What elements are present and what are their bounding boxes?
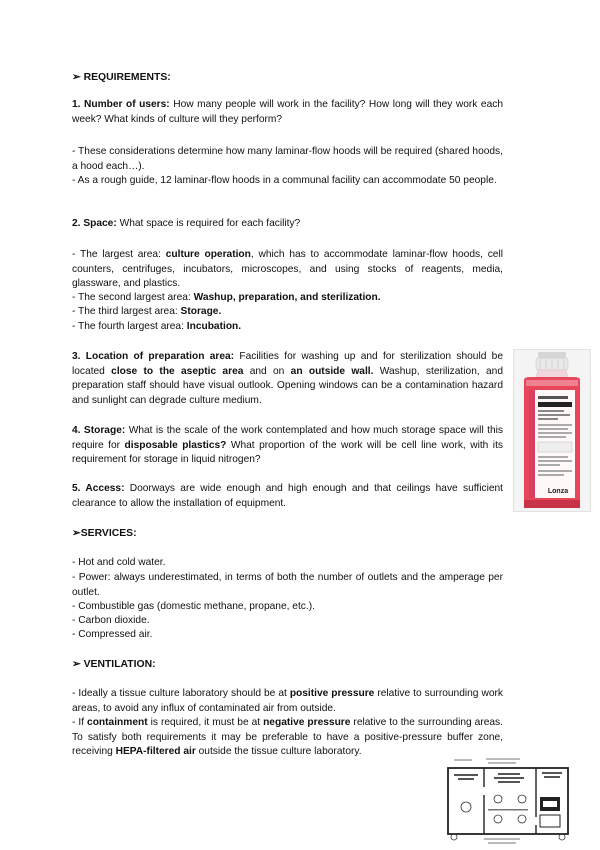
bullet-prefix: - Ideally a tissue culture laboratory should be at xyxy=(72,688,290,699)
bullet-text: relative to the surrounding areas. To satisfy both requirements it may be preferable to have a positive-pressure buffer zone, receiving xyxy=(72,717,503,757)
bottle-label-stripe xyxy=(529,390,535,498)
bullet-emphasis: Storage. xyxy=(180,306,222,317)
requirement-2-text: What space is required for each facility? xyxy=(116,218,301,229)
bullet-prefix: - If xyxy=(72,717,88,728)
section-heading-requirements: ➢ REQUIREMENTS: xyxy=(72,72,171,83)
requirement-3-text-2: and on xyxy=(243,365,291,377)
requirement-3-text: Facilities for washing up and for sterilization should be located xyxy=(72,351,503,377)
requirement-2-bullet-4 xyxy=(72,320,503,335)
requirement-4-text-2: What proportion of the work will be cell line work, with its requirement for storage in liquid nitrogen? xyxy=(72,439,503,465)
requirement-5-paragraph xyxy=(72,482,503,511)
requirement-4-emphasis: disposable plastics? xyxy=(124,439,227,451)
requirement-2-bullet-2 xyxy=(72,291,503,306)
bullet-emphasis: negative pressure xyxy=(263,717,351,728)
bullet-emphasis: HEPA-filtered air xyxy=(115,746,196,757)
requirement-2-paragraph xyxy=(72,217,503,232)
bullet-text: is required, it must be at xyxy=(147,717,264,728)
section-heading-ventilation: ➢ VENTILATION: xyxy=(72,659,156,670)
service-item: - Combustible gas (domestic methane, propane, etc.). xyxy=(72,601,315,612)
bullet-prefix: - The largest area: xyxy=(72,249,166,260)
bullet-suffix: relative to surrounding work areas, to avoid any influx of contaminated air from outside. xyxy=(72,688,503,714)
bottle-illustration xyxy=(514,350,590,511)
requirement-1-bullet-1: - These considerations determine how many laminar-flow hoods will be required (shared hoods, a hood each…). xyxy=(72,146,503,172)
requirement-4-paragraph xyxy=(72,424,503,468)
requirement-5-text: Doorways are wide enough and high enough and that ceilings have sufficient clearance to allow the installation of equipment. xyxy=(72,483,503,509)
requirement-3-paragraph xyxy=(72,350,503,408)
bullet-suffix: outside the tissue culture laboratory. xyxy=(195,746,362,757)
requirement-2-label: 2. Space: xyxy=(72,218,117,229)
requirement-2-bullet-3 xyxy=(72,305,503,320)
requirement-3-emphasis-1: close to the aseptic area xyxy=(111,365,244,377)
culture-medium-bottle-photo xyxy=(513,349,591,512)
requirement-3-emphasis-2: an outside wall. xyxy=(290,365,374,377)
service-item: - Power: always underestimated, in terms of both the number of outlets and the amperage per outlet. xyxy=(72,572,503,598)
requirement-4-label: 4. Storage: xyxy=(72,425,126,436)
bullet-prefix: - The fourth largest area: xyxy=(72,321,187,332)
requirement-3-label: 3. Location of preparation area: xyxy=(72,351,235,362)
requirement-1-text: How many people will work in the facility? How long will they work each week? What kinds of culture will they perform? xyxy=(72,99,503,125)
bullet-emphasis: Incubation. xyxy=(186,321,242,332)
bullet-emphasis: containment xyxy=(87,717,148,728)
service-item: - Carbon dioxide. xyxy=(72,615,150,626)
requirement-1-paragraph xyxy=(72,98,503,127)
requirement-3-text-3: Washup, sterilization, and preparation staff should have visual outlook. Opening windows can be a contamination hazard and sunlight can degrade culture medium. xyxy=(72,365,503,406)
requirement-1-bullet-2: - As a rough guide, 12 laminar-flow hoods in a communal facility can accommodate 50 people. xyxy=(72,175,497,186)
ventilation-bullet-2 xyxy=(72,716,503,760)
bottle-brand-logo: Lonza xyxy=(547,488,569,495)
requirement-4-text: What is the scale of the work contemplated and how much storage space will this require for xyxy=(72,425,503,451)
bullet-emphasis: positive pressure xyxy=(289,688,375,699)
bullet-prefix: - The third largest area: xyxy=(72,306,181,317)
bullet-emphasis: culture operation xyxy=(165,249,251,260)
ventilation-bullet-1 xyxy=(72,687,503,716)
requirement-1-label: 1. Number of users: xyxy=(72,99,170,110)
bullet-suffix: , which has to accommodate laminar-flow hoods, cell counters, centrifuges, incubators, microscopes, and using stocks of reagents, media, glassware, and plastics. xyxy=(72,249,503,289)
bullet-emphasis: Washup, preparation, and sterilization. xyxy=(193,292,381,303)
bullet-prefix: - The second largest area: xyxy=(72,292,194,303)
floor-plan-drawing xyxy=(444,757,573,845)
service-item: - Compressed air. xyxy=(72,629,153,640)
requirement-2-bullet-1 xyxy=(72,248,503,292)
lab-floor-plan-thumbnail xyxy=(444,757,573,845)
service-item: - Hot and cold water. xyxy=(72,557,166,568)
bottle-cap xyxy=(538,352,566,358)
section-heading-services: ➢SERVICES: xyxy=(72,528,137,539)
requirement-5-label: 5. Access: xyxy=(72,483,125,494)
